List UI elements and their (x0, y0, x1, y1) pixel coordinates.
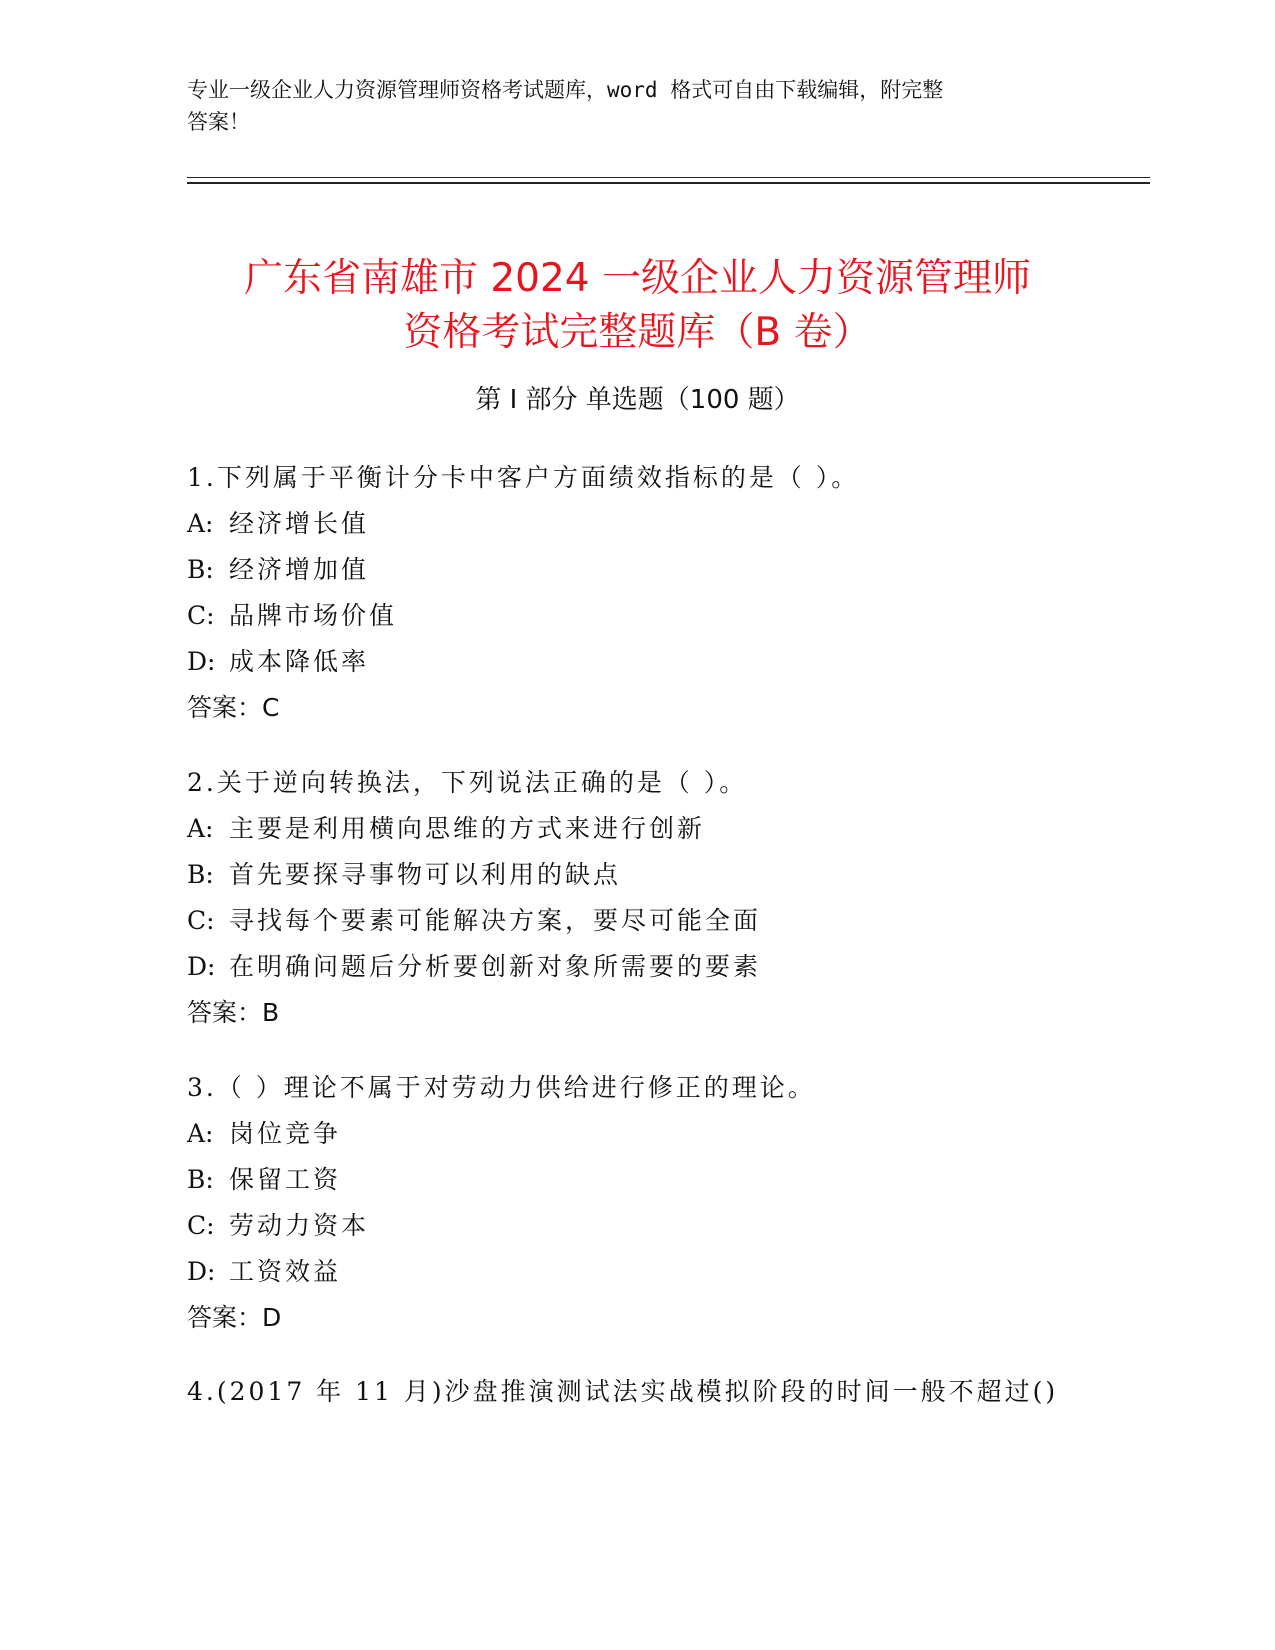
answer-line: 答案：C (187, 693, 280, 722)
option-label: C: (187, 601, 215, 630)
document-title-line-2: 资格考试完整题库（B 卷） (403, 310, 872, 356)
document-title-line-1: 广东省南雄市 2024 一级企业人力资源管理师 (243, 256, 1032, 302)
question-3 (187, 1065, 1187, 1341)
answer-line: 答案：D (187, 1303, 282, 1332)
option-d (187, 944, 1187, 990)
option-text: 经济增加值 (229, 555, 370, 584)
option-label: A: (187, 509, 214, 538)
question-4 (187, 1369, 1187, 1415)
header-divider-thin (187, 177, 1150, 178)
option-a (187, 1111, 1187, 1157)
option-label: C: (187, 906, 215, 935)
option-text: 主要是利用横向思维的方式来进行创新 (229, 814, 706, 843)
option-label: B: (187, 1165, 214, 1194)
question-stem: 1.下列属于平衡计分卡中客户方面绩效指标的是（ ）。 (187, 463, 860, 492)
option-text: 保留工资 (229, 1165, 342, 1194)
option-label: A: (187, 1119, 214, 1148)
option-d (187, 1249, 1187, 1295)
answer-line: 答案：B (187, 998, 280, 1027)
option-c (187, 898, 1187, 944)
option-text: 成本降低率 (229, 647, 370, 676)
option-b (187, 547, 1187, 593)
option-d (187, 639, 1187, 685)
option-label: A: (187, 814, 214, 843)
header-note (187, 74, 1067, 138)
header-note-line-1: 专业一级企业人力资源管理师资格考试题库，word 格式可自由下载编辑，附完整 (187, 78, 944, 102)
option-text: 品牌市场价值 (229, 601, 398, 630)
option-text: 寻找每个要素可能解决方案，要尽可能全面 (229, 906, 762, 935)
header-note-line-2: 答案！ (187, 110, 250, 134)
option-a (187, 806, 1187, 852)
document-title (150, 252, 1125, 360)
option-label: D: (187, 1257, 216, 1286)
option-text: 经济增长值 (229, 509, 370, 538)
option-text: 工资效益 (229, 1257, 342, 1286)
question-1 (187, 455, 1187, 731)
option-label: B: (187, 860, 214, 889)
option-label: D: (187, 952, 216, 981)
header-divider-thick (187, 182, 1150, 184)
option-text: 首先要探寻事物可以利用的缺点 (229, 860, 622, 889)
question-stem: 2.关于逆向转换法，下列说法正确的是（ ）。 (187, 768, 748, 797)
question-stem: 4.(2017 年 11 月)沙盘推演测试法实战模拟阶段的时间一般不超过() (187, 1377, 1059, 1406)
option-text: 劳动力资本 (229, 1211, 370, 1240)
option-text: 在明确问题后分析要创新对象所需要的要素 (229, 952, 762, 981)
option-a (187, 501, 1187, 547)
question-2 (187, 760, 1187, 1036)
question-stem: 3.（ ）理论不属于对劳动力供给进行修正的理论。 (187, 1073, 816, 1102)
option-c (187, 1203, 1187, 1249)
option-c (187, 593, 1187, 639)
option-label: B: (187, 555, 214, 584)
option-text: 岗位竞争 (229, 1119, 342, 1148)
option-label: C: (187, 1211, 215, 1240)
option-b (187, 852, 1187, 898)
option-b (187, 1157, 1187, 1203)
option-label: D: (187, 647, 216, 676)
section-title: 第 I 部分 单选题（100 题） (475, 385, 800, 415)
